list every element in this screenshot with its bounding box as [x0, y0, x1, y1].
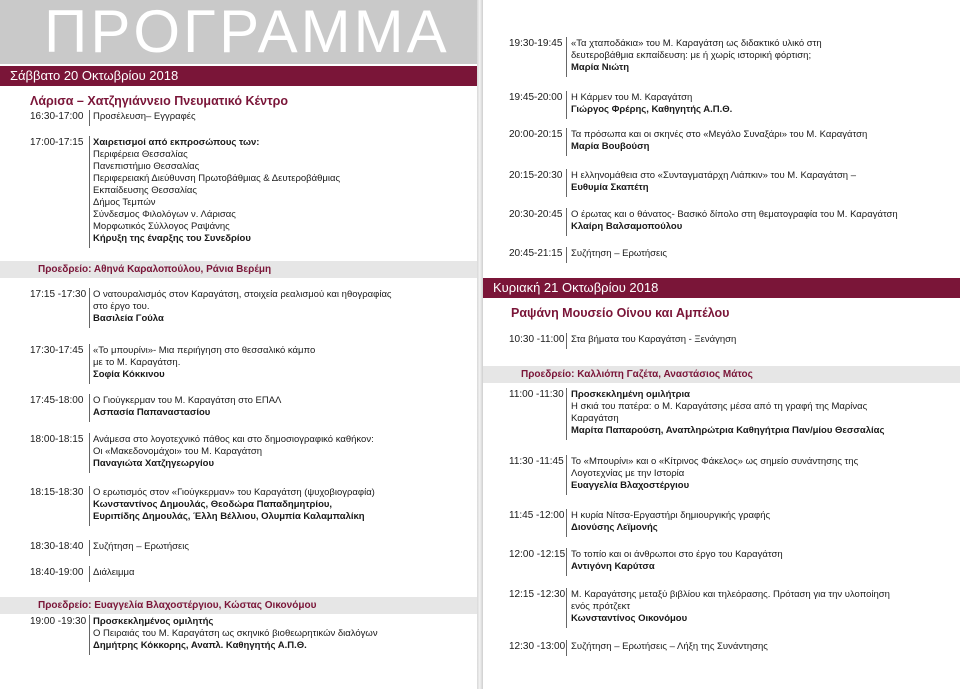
session-text: Ο έρωτας και ο θάνατος- Βασικό δίπολο στη θεματογραφία του Μ. Καραγάτση [571, 209, 898, 220]
session-details [571, 456, 858, 492]
session-time: 19:00 -19:30 [30, 616, 87, 627]
session-text: Προσέλευση– Εγγραφές [93, 111, 196, 122]
session-text: Μορφωτικός Σύλλογος Ραψάνης [93, 221, 230, 232]
session-divider [89, 566, 90, 582]
session-text: «Το μπουρίνι»- Μια περιήγηση στο θεσσαλικό κάμπο [93, 345, 316, 356]
session-divider [566, 333, 567, 349]
session-text: Καραγάτση [571, 413, 619, 424]
session-text: Ο ερωτισμός στον «Γιούγκερμαν» του Καραγάτση (ψυχοβιογραφία) [93, 487, 375, 498]
session-text: Λογοτεχνίας με την Ιστορία [571, 468, 685, 479]
session-text: Η σκιά του πατέρα: ο Μ. Καραγάτσης μέσα από τη γραφή της Μαρίνας [571, 401, 868, 412]
session-time: 20:45-21:15 [509, 248, 563, 259]
session-time: 11:45 -12:00 [509, 510, 565, 521]
session-text: Σύνδεσμος Φιλολόγων ν. Λάρισας [93, 209, 236, 220]
session-time: 12:15 -12:30 [509, 589, 566, 600]
session-text: Τα πρόσωπα και οι σκηνές στο «Μεγάλο Συναξάρι» του Μ. Καραγάτση [571, 129, 868, 140]
session-time: 19:30-19:45 [509, 38, 563, 49]
session-speaker: Κωνσταντίνος Οικονόμου [571, 613, 688, 624]
session-text: δευτεροβάθμια εκπαίδευση: με ή χωρίς ιστορική φόρτιση; [571, 50, 812, 61]
session-text: «Τα χταποδάκια» του Μ. Καραγάτση ως διδακτικό υλικό στη [571, 38, 822, 49]
session-divider [566, 208, 567, 236]
session-divider [566, 247, 567, 263]
session-details [571, 389, 884, 437]
session-divider [89, 540, 90, 556]
session-divider [566, 640, 567, 656]
session-divider [566, 388, 567, 440]
session-divider [566, 91, 567, 119]
session-details [571, 589, 890, 625]
session-time: 17:15 -17:30 [30, 289, 87, 300]
session-speaker: Ασπασία Παπαναστασίου [93, 407, 211, 418]
session-text: Περιφερειακή Διεύθυνση Πρωτοβάθμιας & Δευτεροβάθμιας [93, 173, 341, 184]
session-speaker: Ευαγγελία Βλαχοστέργιου [571, 480, 690, 491]
session-details [93, 541, 189, 553]
session-divider [566, 128, 567, 156]
session-text: Μ. Καραγάτσης μεταξύ βιβλίου και τηλεόρασης. Πρόταση για την υλοποίηση [571, 589, 890, 600]
session-divider [566, 37, 567, 77]
session-speaker: Γιώργος Φρέρης, Καθηγητής Α.Π.Θ. [571, 104, 733, 115]
session-text: Δήμος Τεμπών [93, 197, 156, 208]
right-page [483, 0, 960, 689]
session-divider [566, 509, 567, 537]
session-time: 10:30 -11:00 [509, 334, 565, 345]
session-text: Ανάμεσα στο λογοτεχνικό πάθος και στο δημοσιογραφικό καθήκον: [93, 434, 374, 445]
session-speaker: Διονύσης Λεϊμονής [571, 522, 658, 533]
session-divider [89, 394, 90, 422]
session-speaker: Ευριπίδης Δημουλάς, Έλλη Βέλλιου, Ολυμπία Καλαμπαλίκη [93, 511, 365, 522]
session-time: 12:30 -13:00 [509, 641, 566, 652]
session-speaker: Προσκεκλημένος ομιλητής [93, 616, 214, 627]
session-time: 12:00 -12:15 [509, 549, 566, 560]
session-speaker: Κλαίρη Βαλσαμοπούλου [571, 221, 683, 232]
session-text: Το τοπίο και οι άνθρωποι στο έργο του Καραγάτση [571, 549, 783, 560]
session-details [571, 248, 667, 260]
saturday-chair-1: Προεδρείο: Αθηνά Καραλοπούλου, Ράνια Βερέμη [0, 261, 477, 278]
session-details [571, 510, 770, 534]
session-text: Οι «Μακεδονομάχοι» του Μ. Καραγάτση [93, 446, 262, 457]
session-details [571, 549, 783, 573]
session-speaker: Βασιλεία Γούλα [93, 313, 164, 324]
session-divider [566, 588, 567, 628]
session-speaker: Προσκεκλημένη ομιλήτρια [571, 389, 690, 400]
session-divider [89, 433, 90, 473]
session-text: Η ελληνομάθεια στο «Συνταγματάρχη Λιάπκιν» του Μ. Καραγάτση – [571, 170, 857, 181]
session-text: Διάλειμμα [93, 567, 135, 578]
session-divider [89, 615, 90, 655]
session-speaker: Χαιρετισμοί από εκπροσώπους των: [93, 137, 260, 148]
session-speaker: Μαρία Βουβούση [571, 141, 650, 152]
title-band [0, 0, 477, 64]
session-details [93, 616, 378, 652]
session-time: 16:30-17:00 [30, 111, 84, 122]
session-details [571, 38, 822, 74]
session-details [93, 111, 196, 123]
session-speaker: Δημήτρης Κόκκορης, Αναπλ. Καθηγητής Α.Π.Θ. [93, 640, 307, 651]
session-time: 19:45-20:00 [509, 92, 563, 103]
session-speaker: Σοφία Κόκκινου [93, 369, 165, 380]
session-text: Στα βήματα του Καραγάτση - Ξενάγηση [571, 334, 737, 345]
session-time: 18:15-18:30 [30, 487, 84, 498]
session-speaker: Αντιγόνη Καρύτσα [571, 561, 655, 572]
session-text: Η κυρία Νίτσα-Εργαστήρι δημιουργικής γραφής [571, 510, 771, 521]
session-details [93, 395, 281, 419]
session-text: στο έργο του. [93, 301, 150, 312]
session-text: Συζήτηση – Ερωτήσεις – Λήξη της Συνάντησης [571, 641, 768, 652]
session-text: Πανεπιστήμιο Θεσσαλίας [93, 161, 200, 172]
session-time: 20:15-20:30 [509, 170, 563, 181]
session-time: 17:00-17:15 [30, 137, 84, 148]
session-text: Εκπαίδευσης Θεσσαλίας [93, 185, 197, 196]
session-time: 20:30-20:45 [509, 209, 563, 220]
session-details [571, 129, 867, 153]
session-divider [89, 136, 90, 248]
session-speaker: Κήρυξη της έναρξης του Συνεδρίου [93, 233, 251, 244]
sunday-day-band: Κυριακή 21 Οκτωβρίου 2018 [483, 278, 960, 298]
session-time: 17:45-18:00 [30, 395, 84, 406]
session-text: ενός πρότζεκτ [571, 601, 631, 612]
session-text: Ο Πειραιάς του Μ. Καραγάτση ως σκηνικό βιοθεωρητικών διαλόγων [93, 628, 378, 639]
session-divider [566, 548, 567, 576]
session-details [93, 487, 375, 523]
session-text: Περιφέρεια Θεσσαλίας [93, 149, 188, 160]
session-text: Το «Μπουρίνι» και ο «Κίτρινος Φάκελος» ως σημείο συνάντησης της [571, 456, 859, 467]
session-speaker: Ευθυμία Σκαπέτη [571, 182, 649, 193]
session-divider [566, 169, 567, 197]
session-text: Η Κάρμεν του Μ. Καραγάτση [571, 92, 693, 103]
session-divider [89, 110, 90, 126]
session-time: 18:00-18:15 [30, 434, 84, 445]
session-text: Ο Γιούγκερμαν του Μ. Καραγάτση στο ΕΠΑΛ [93, 395, 282, 406]
session-speaker: Μαρία Νιώτη [571, 62, 630, 73]
session-divider [89, 344, 90, 384]
session-time: 18:30-18:40 [30, 541, 84, 552]
session-details [571, 641, 768, 653]
session-speaker: Μαρίτα Παπαρούση, Αναπληρώτρια Καθηγήτρια Παν/μίου Θεσσαλίας [571, 425, 885, 436]
session-time: 18:40-19:00 [30, 567, 84, 578]
sunday-chair: Προεδρείο: Καλλιόπη Γαζέτα, Αναστάσιος Μάτος [483, 366, 960, 383]
session-time: 11:00 -11:30 [509, 389, 564, 400]
saturday-chair-2: Προεδρείο: Ευαγγελία Βλαχοστέργιου, Κώστας Οικονόμου [0, 597, 477, 614]
session-details [93, 345, 315, 381]
session-text: Συζήτηση – Ερωτήσεις [93, 541, 189, 552]
saturday-venue: Λάρισα – Χατζηγιάννειο Πνευματικό Κέντρο [30, 94, 289, 108]
session-speaker: Κωνσταντίνος Δημουλάς, Θεοδώρα Παπαδημητρίου, [93, 499, 333, 510]
session-text: με το Μ. Καραγάτση. [93, 357, 181, 368]
left-page [0, 0, 477, 689]
session-details [571, 334, 736, 346]
program-title: ΠΡΟΓΡΑΜΜΑ [44, 0, 450, 65]
session-text: Συζήτηση – Ερωτήσεις [571, 248, 667, 259]
session-details [93, 567, 134, 579]
session-details [93, 137, 340, 245]
session-divider [566, 455, 567, 495]
session-divider [89, 288, 90, 328]
sunday-venue: Ραψάνη Μουσείο Οίνου και Αμπέλου [511, 306, 730, 320]
session-time: 17:30-17:45 [30, 345, 84, 356]
session-text: Ο νατουραλισμός στον Καραγάτση, στοιχεία ρεαλισμού και ηθογραφίας [93, 289, 392, 300]
saturday-day-band: Σάββατο 20 Οκτωβρίου 2018 [0, 66, 477, 86]
session-time: 11:30 -11:45 [509, 456, 564, 467]
session-details [93, 289, 392, 325]
session-details [571, 209, 898, 233]
session-divider [89, 486, 90, 526]
session-details [571, 170, 856, 194]
session-details [571, 92, 732, 116]
session-time: 20:00-20:15 [509, 129, 563, 140]
session-details [93, 434, 374, 470]
session-speaker: Παναγιώτα Χατζηγεωργίου [93, 458, 215, 469]
